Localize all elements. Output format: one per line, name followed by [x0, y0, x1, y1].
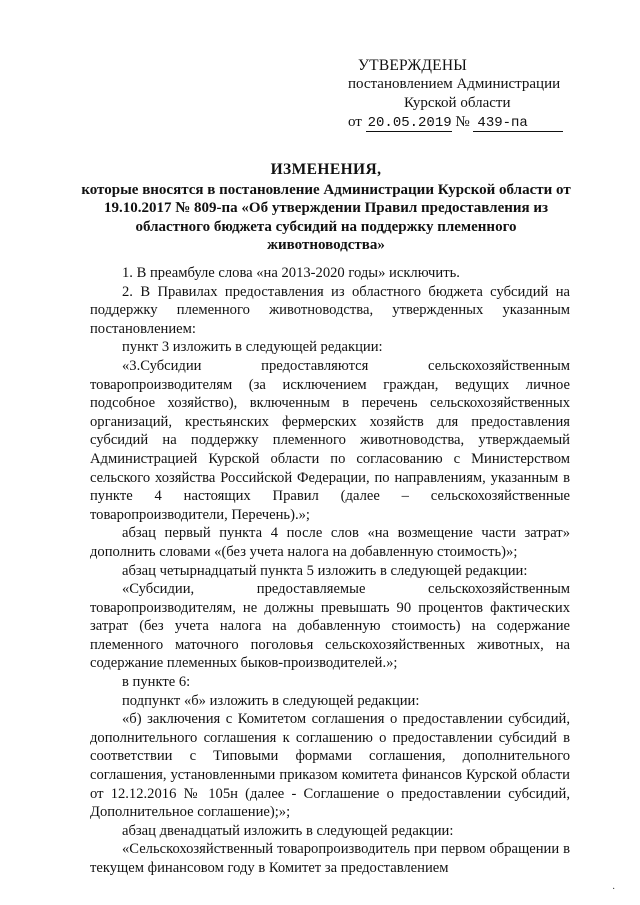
document-body: [90, 264, 570, 878]
heading-subtitle: которые вносятся в постановление Администрации Курской области от 19.10.2017 № 809-па «Об утверждении Правил предоставления из областного бюджета субсидий на поддержку племенного животноводства»: [81, 181, 571, 253]
paragraph: 1. В преамбуле слова «на 2013-2020 годы» исключить.: [122, 265, 460, 281]
paragraph: в пункте 6:: [122, 674, 191, 691]
number-prefix: №: [455, 114, 470, 130]
approval-region: Курской области: [404, 95, 511, 111]
document-heading: [76, 161, 576, 255]
approval-number: 439-па: [473, 115, 563, 132]
paragraph: пункт 3 изложить в следующей редакции:: [122, 339, 383, 356]
paragraph: «Сельскохозяйственный товаропроизводитель при первом обращении в текущем финансовом году в Комитет за предоставлением: [90, 841, 570, 876]
paragraph: «Субсидии, предоставляемые сельскохозяйственным товаропроизводителям, не должны превышать 90 процентов фактических затрат (без учета налога на добавленную стоимость) на содержание племенного маточного поголовья сельскохозяйственных животных, на содержание племенных быков-производителей.»;: [90, 581, 570, 672]
paragraph: «б) заключения с Комитетом соглашения о предоставлении субсидий, дополнительного соглашения к соглашению о предоставлении субсидий в соответствии с Типовыми формами соглашения, дополнительного соглашения, установленными приказом комитета финансов Курской области от 12.12.2016 № 105н (далее - Соглашение о предоставлении субсидий, Дополнительное соглашение);»;: [90, 711, 570, 821]
paragraph: «3.Субсидии предоставляются сельскохозяйственным товаропроизводителям (за исключением граждан, ведущих личное подсобное хозяйство), включенным в перечень сельскохозяйственных организаций, крестьянских фермерских хозяйств для предоставления субсидий на поддержку племенного животноводства, утверждаемый Администрацией Курской области по согласованию с Министерством сельского хозяйства Российской Федерации, по направлениям, указанным в пункте 4 настоящих Правил (далее – сельскохозяйственные товаропроизводители, Перечень).»;: [90, 357, 570, 523]
approval-date: 20.05.2019: [367, 115, 452, 131]
heading-title: ИЗМЕНЕНИЯ,: [270, 161, 382, 178]
scan-speck: ·: [612, 884, 616, 895]
paragraph: абзац двенадцатый изложить в следующей редакции:: [122, 822, 454, 839]
approval-authority: постановлением Администрации: [348, 76, 561, 92]
paragraph: абзац четырнадцатый пункта 5 изложить в следующей редакции:: [122, 562, 528, 579]
approval-stamp: [300, 56, 600, 132]
approval-date-line: [300, 113, 600, 132]
paragraph: абзац первый пункта 4 после слов «на возмещение части затрат» дополнить словами «(без учета налога на добавленную стоимость)»;: [90, 525, 570, 560]
paragraph: подпункт «б» изложить в следующей редакции:: [122, 692, 420, 709]
approval-title: УТВЕРЖДЕНЫ: [358, 57, 467, 74]
date-prefix: от: [348, 114, 362, 130]
paragraph: 2. В Правилах предоставления из областного бюджета субсидий на поддержку племенного животноводства, утвержденных указанным постановлением:: [90, 283, 570, 337]
